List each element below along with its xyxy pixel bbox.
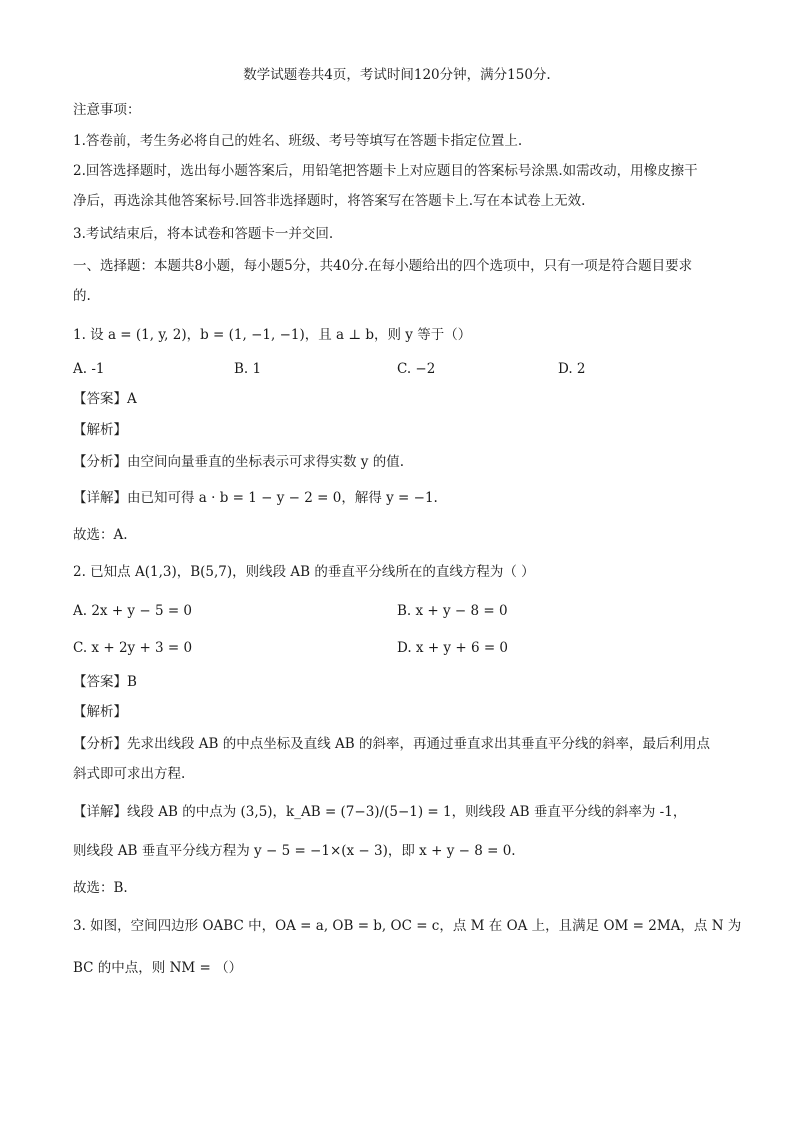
notice-item: 净后，再选涂其他答案标号.回答非选择题时，将答案写在答题卡上.写在本试卷上无效.	[73, 193, 586, 209]
q2-fenxi: 【分析】先求出线段 AB 的中点坐标及直线 AB 的斜率，再通过垂直求出其垂直平分线的斜率，最后利用点	[73, 736, 711, 752]
q2-option-d: D. x + y + 6 = 0	[397, 640, 509, 656]
q1-fenxi: 【分析】由空间向量垂直的坐标表示可求得实数 y 的值.	[73, 454, 404, 470]
q3-stem-cont: BC 的中点，则 NM = （）	[73, 960, 243, 976]
q2-xiangjie-cont: 则线段 AB 垂直平分线方程为 y − 5 = −1×(x − 3)，即 x + y − 8 = 0.	[73, 843, 516, 859]
q1-choice: 故选：A.	[73, 527, 128, 543]
q2-answer: 【答案】B	[73, 674, 137, 690]
q2-option-a: A. 2x + y − 5 = 0	[73, 603, 193, 619]
q1-stem: 1. 设 a = (1, y, 2)，b = (1, −1, −1)，且 a ⊥ b，则 y 等于（）	[73, 327, 472, 343]
q2-stem: 2. 已知点 A(1,3)，B(5,7)，则线段 AB 的垂直平分线所在的直线方程为（ ）	[73, 564, 535, 580]
q1-analysis-label: 【解析】	[73, 422, 127, 438]
q1-option-a: A. -1	[73, 361, 105, 377]
q1-option-c: C. −2	[397, 361, 436, 377]
notice-item: 3.考试结束后，将本试卷和答题卡一并交回.	[73, 226, 334, 242]
section-heading: 一、选择题：本题共8小题，每小题5分，共40分.在每小题给出的四个选项中，只有一项是符合题目要求	[73, 258, 693, 274]
section-heading-cont: 的.	[73, 288, 91, 304]
q1-option-b: B. 1	[234, 361, 262, 377]
notice-item: 2.回答选择题时，选出每小题答案后，用铅笔把答题卡上对应题目的答案标号涂黑.如需改动，用橡皮擦干	[73, 163, 698, 179]
q1-option-d: D. 2	[558, 361, 586, 377]
page-header: 数学试题卷共4页，考试时间120分钟，满分150分.	[243, 67, 551, 83]
q2-analysis-label: 【解析】	[73, 704, 127, 720]
q2-fenxi-cont: 斜式即可求出方程.	[73, 766, 186, 782]
q2-choice: 故选：B.	[73, 880, 128, 896]
q2-xiangjie: 【详解】线段 AB 的中点为 (3,5)，k_AB = (7−3)/(5−1) = 1，则线段 AB 垂直平分线的斜率为 -1，	[73, 804, 687, 820]
q1-answer: 【答案】A	[73, 391, 137, 407]
q1-xiangjie: 【详解】由已知可得 a · b = 1 − y − 2 = 0，解得 y = −1.	[73, 490, 438, 506]
q2-option-c: C. x + 2y + 3 = 0	[73, 640, 193, 656]
q2-option-b: B. x + y − 8 = 0	[397, 603, 508, 619]
notice-item: 1.答卷前，考生务必将自己的姓名、班级、考号等填写在答题卡指定位置上.	[73, 133, 523, 149]
notice-title: 注意事项：	[73, 102, 141, 118]
q3-stem: 3. 如图，空间四边形 OABC 中，OA = a, OB = b, OC = c，点 M 在 OA 上，且满足 OM = 2MA，点 N 为	[73, 918, 742, 934]
